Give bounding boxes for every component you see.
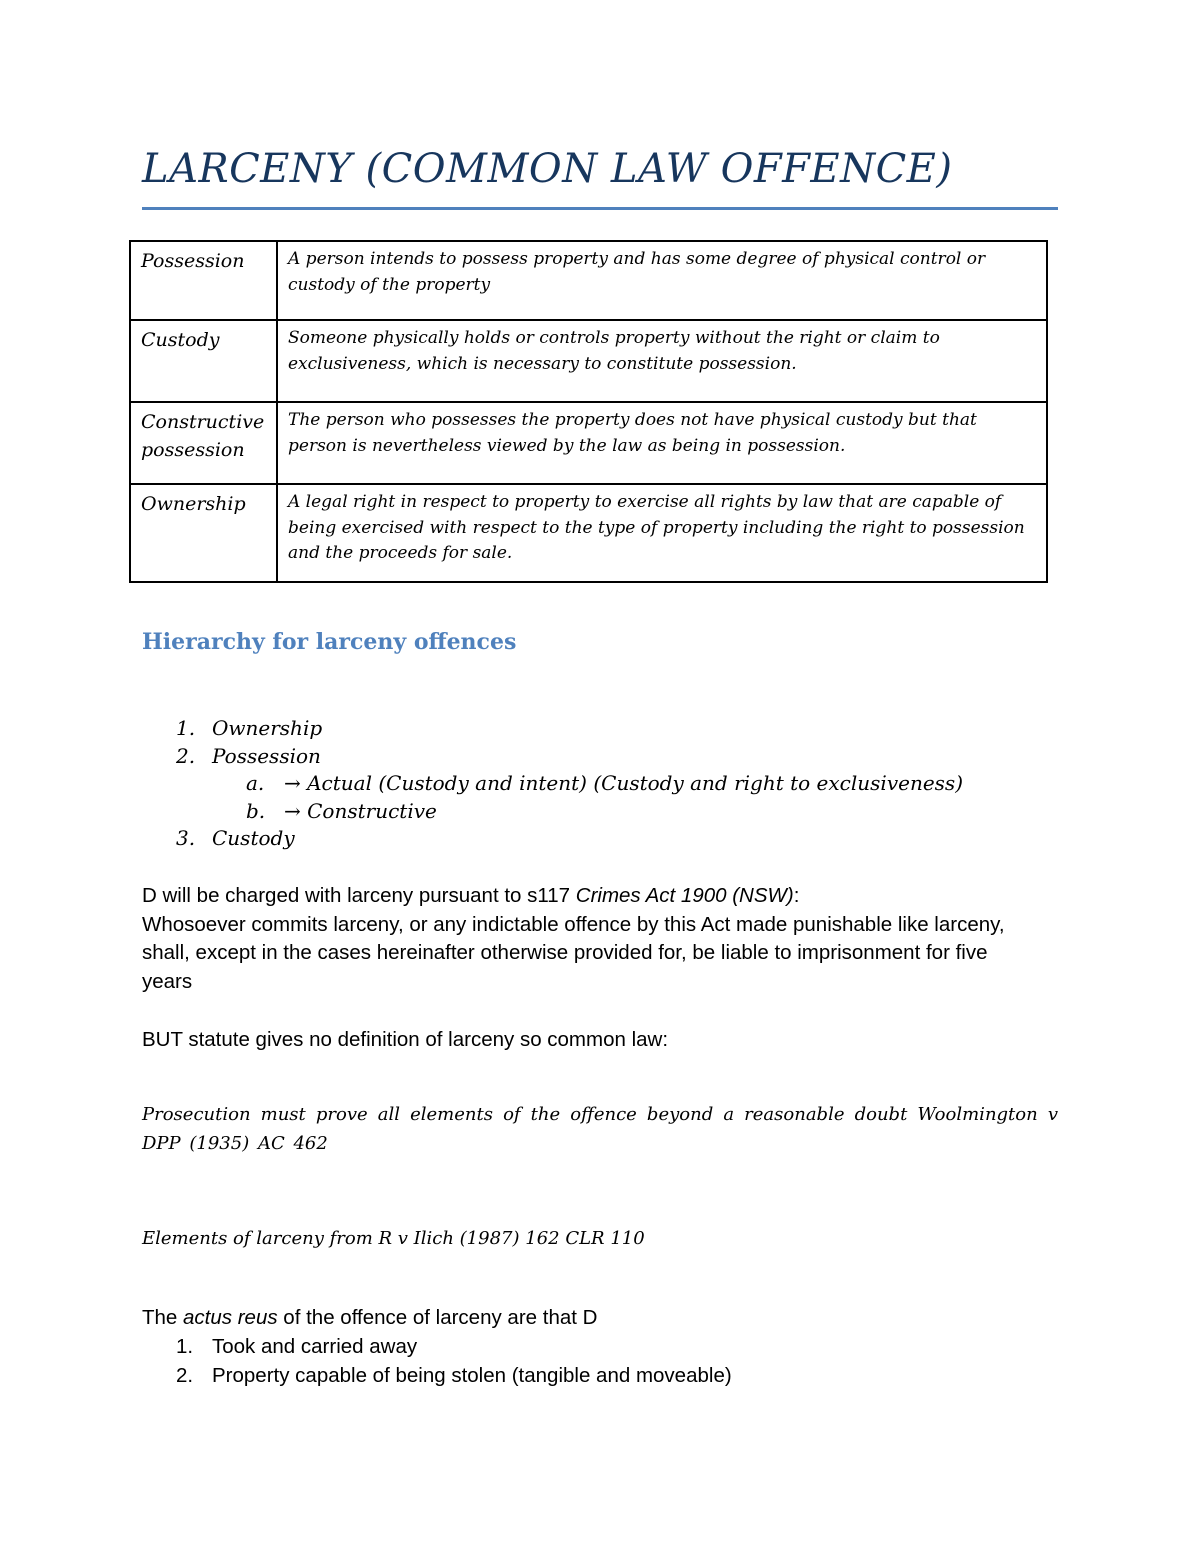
list-subitem xyxy=(142,798,1042,826)
title-underline xyxy=(142,207,1058,210)
list-number: 2. xyxy=(176,1364,194,1387)
list-number: 3. xyxy=(176,826,196,850)
hierarchy-list xyxy=(142,715,1042,853)
table-row xyxy=(130,402,1047,484)
table-row xyxy=(130,320,1047,402)
prosecution-text: Prosecution must prove all elements of the offence beyond a reasonable doubt Woolmington v DPP (1935) AC 462 xyxy=(142,1104,1058,1154)
list-letter: a. xyxy=(246,771,265,795)
definition-cell: The person who possesses the property does not have physical custody but that person is nevertheless viewed by the law as being in possession. xyxy=(277,402,1047,484)
but-statute-text: BUT statute gives no definition of larceny so common law: xyxy=(142,1028,669,1051)
actus-reus-term: actus reus xyxy=(183,1306,278,1329)
list-letter: b. xyxy=(246,798,266,823)
actus-reus-section xyxy=(142,1304,1062,1391)
list-text: Custody xyxy=(212,826,295,850)
list-text: → Actual (Custody and intent) (Custody and right to exclusiveness) xyxy=(284,771,963,795)
charge-paragraph xyxy=(142,882,1062,996)
charge-intro: D will be charged with larceny pursuant to s117 xyxy=(142,884,576,907)
list-item xyxy=(142,1333,1062,1362)
list-item xyxy=(142,715,1042,743)
definition-cell: A person intends to possess property and has some degree of physical control or custody of the property xyxy=(277,241,1047,320)
term-cell: Constructive possession xyxy=(130,402,277,484)
list-item xyxy=(142,743,1042,771)
table-row xyxy=(130,241,1047,320)
lead-text: The xyxy=(142,1306,184,1329)
list-text: Took and carried away xyxy=(212,1335,418,1358)
list-subitem xyxy=(142,770,1042,798)
list-text: → Constructive xyxy=(284,798,437,823)
list-number: 1. xyxy=(176,1335,194,1358)
statute-quote-line: years xyxy=(142,969,193,993)
charge-intro-line xyxy=(142,882,1062,911)
definitions-table xyxy=(129,240,1048,583)
charge-colon: : xyxy=(793,884,800,907)
list-item xyxy=(142,825,1042,853)
actus-reus-lead xyxy=(142,1304,1062,1333)
list-number: 1. xyxy=(176,716,196,740)
definition-cell: A legal right in respect to property to exercise all rights by law that are capable of being exercised with respect to the type of property including the right to possession and the proceeds for sale. xyxy=(277,484,1047,582)
elements-text: Elements of larceny from R v Ilich (1987) 162 CLR 110 xyxy=(142,1228,645,1249)
table-row xyxy=(130,484,1047,582)
list-text: Property capable of being stolen (tangible and moveable) xyxy=(212,1364,732,1387)
term-cell: Possession xyxy=(130,241,277,320)
term-cell: Custody xyxy=(130,320,277,402)
hierarchy-heading: Hierarchy for larceny offences xyxy=(142,629,517,655)
definition-cell: Someone physically holds or controls property without the right or claim to exclusiveness, which is necessary to constitute possession. xyxy=(277,320,1047,402)
list-text: Ownership xyxy=(212,716,323,740)
list-item xyxy=(142,1362,1062,1391)
list-text: Possession xyxy=(212,743,321,768)
statute-quote-line: shall, except in the cases hereinafter otherwise provided for, be liable to imprisonment for five xyxy=(142,941,988,964)
list-number: 2. xyxy=(176,743,196,768)
act-citation: Crimes Act 1900 (NSW) xyxy=(575,884,794,907)
page-title: LARCENY (COMMON LAW OFFENCE) xyxy=(142,146,953,192)
term-cell: Ownership xyxy=(130,484,277,582)
lead-text: of the offence of larceny are that D xyxy=(277,1306,598,1329)
statute-quote-line: Whosoever commits larceny, or any indictable offence by this Act made punishable like larceny, xyxy=(142,912,1005,936)
